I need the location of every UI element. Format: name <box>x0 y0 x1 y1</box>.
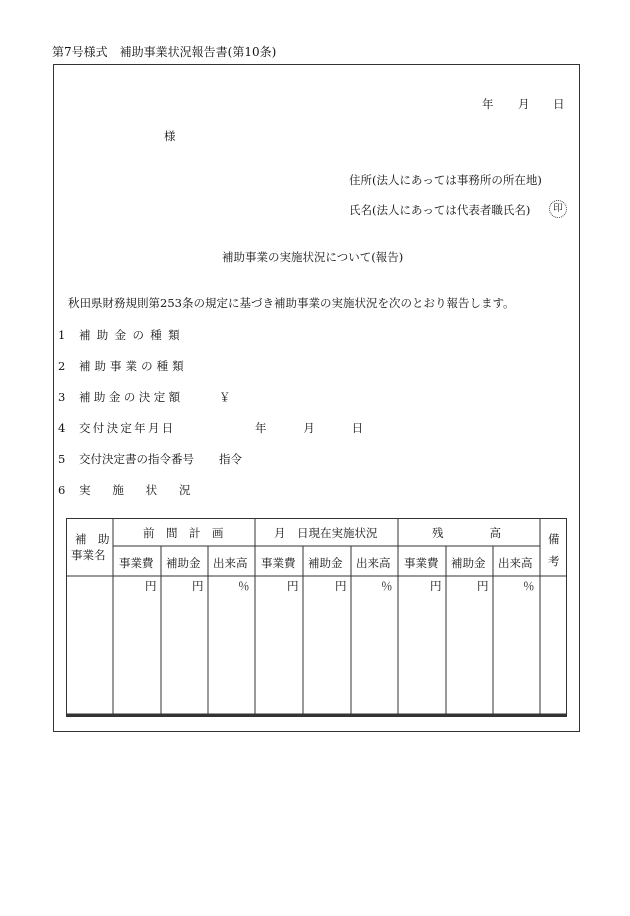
item-number: 2 <box>58 359 66 373</box>
subheader-project-cost: 事業費 <box>119 556 154 570</box>
address-label: 住所(法人にあっては事務所の所在地) <box>349 173 542 187</box>
subheader-project-cost: 事業費 <box>261 556 296 570</box>
unit-percent: ％ <box>523 579 535 593</box>
table-grid <box>66 518 567 718</box>
unit-percent: ％ <box>238 579 250 593</box>
item-5 <box>58 451 194 467</box>
item-number: 1 <box>58 328 66 342</box>
document-title: 補助事業の実施状況について(報告) <box>222 250 404 264</box>
item-number: 4 <box>58 421 66 435</box>
subheader-progress: 出来高 <box>356 556 391 570</box>
item-5-value: 指令 <box>219 452 242 466</box>
item-number: 3 <box>58 390 66 404</box>
item-label: 補助金の決定額 <box>78 390 184 404</box>
date-month: 月 <box>518 97 530 111</box>
item-2 <box>58 358 188 374</box>
item-4-value: 年 月 日 <box>255 421 368 435</box>
remarks-header-1: 備 <box>548 532 560 546</box>
item-3 <box>58 389 184 405</box>
unit-yen: 円 <box>335 579 347 593</box>
item-3-value: ￥ <box>219 390 231 404</box>
date-day: 日 <box>553 97 565 111</box>
unit-yen: 円 <box>477 579 489 593</box>
project-name-header-1: 補 助 <box>75 532 110 546</box>
item-6 <box>58 482 212 498</box>
group-header-remaining: 残 高 <box>432 526 501 540</box>
item-label: 実施状況 <box>78 483 213 497</box>
remarks-header-2: 考 <box>548 554 560 568</box>
addressee-honorific: 様 <box>164 129 176 143</box>
item-label: 交付決定年月日 <box>78 421 176 435</box>
subheader-progress: 出来高 <box>498 556 533 570</box>
group-header-current: 月 日現在実施状況 <box>274 526 378 540</box>
unit-yen: 円 <box>145 579 157 593</box>
item-1 <box>58 327 186 343</box>
form-title: 第7号様式 補助事業状況報告書(第10条) <box>52 45 277 59</box>
item-label: 交付決定書の指令番号 <box>78 452 194 466</box>
seal-mark: 印 <box>549 200 567 218</box>
item-label: 補助事業の種類 <box>78 359 188 373</box>
unit-yen: 円 <box>430 579 442 593</box>
item-number: 6 <box>58 483 66 497</box>
subheader-progress: 出来高 <box>213 556 248 570</box>
subheader-project-cost: 事業費 <box>404 556 439 570</box>
subheader-subsidy: 補助金 <box>166 556 201 570</box>
project-name-header-2: 事業名 <box>71 548 106 562</box>
group-header-plan: 前 間 計 画 <box>143 526 224 540</box>
status-table <box>66 518 567 718</box>
name-label: 氏名(法人にあっては代表者職氏名) <box>349 203 531 217</box>
subheader-subsidy: 補助金 <box>451 556 486 570</box>
item-number: 5 <box>58 452 66 466</box>
subheader-subsidy: 補助金 <box>308 556 343 570</box>
item-label: 補助金の種類 <box>78 328 186 342</box>
unit-yen: 円 <box>287 579 299 593</box>
unit-yen: 円 <box>192 579 204 593</box>
intro-text: 秋田県財務規則第253条の規定に基づき補助事業の実施状況を次のとおり報告します。 <box>68 296 515 310</box>
unit-percent: ％ <box>381 579 393 593</box>
date-year: 年 <box>482 97 494 111</box>
item-4 <box>58 420 176 436</box>
